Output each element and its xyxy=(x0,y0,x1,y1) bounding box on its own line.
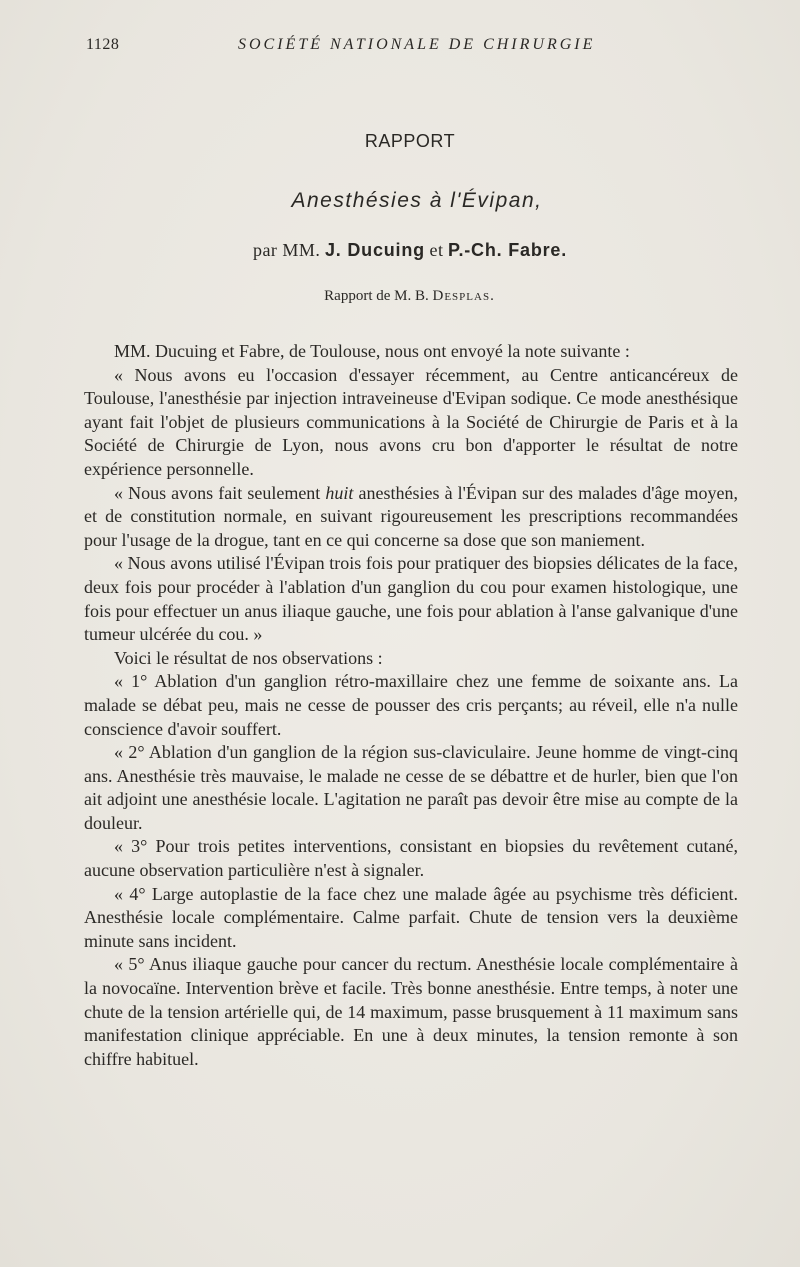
paragraph: « Nous avons utilisé l'Évipan trois fois pour pratiquer des biopsies délicates de la face, deux fois pour procéder à l'ablation d'un ganglion du cou pour examen histologique, une fois pour effectuer un anus iliaque gauche, une fois pour ablation à l'anse galvanique d'une tumeur ulcérée du cou. » xyxy=(84,553,738,645)
paragraph xyxy=(84,482,738,553)
section-title: RAPPORT xyxy=(364,131,456,151)
paragraph-text: « Nous avons fait seulement xyxy=(114,482,326,503)
paragraph: MM. Ducuing et Fabre, de Toulouse, nous ont envoyé la note suivante : xyxy=(114,341,630,361)
paragraph: « 2° Ablation d'un ganglion de la région sus-claviculaire. Jeune homme de vingt-cinq ans. Anesthésie très mauvaise, le malade ne cesse de se débattre et de hurler, bien que l'on ait adjoint une anesthésie locale. L'agitation ne paraît pas devoir être mise au compte de la douleur. xyxy=(84,742,738,833)
emphasis-text: huit xyxy=(325,482,354,503)
paragraph: « 5° Anus iliaque gauche pour cancer du rectum. Anesthésie locale complémentaire à la novocaïne. Intervention brève et facile. Très bonne anesthésie. Entre temps, à noter une chute de la tension artérielle qui, de 14 maximum, passe brusquement à 11 maximum sans manifestation clinique appréciable. En une à deux minutes, la tension remonte à son chiffre habituel. xyxy=(84,954,738,1069)
paragraph: Voici le résultat de nos observations : xyxy=(114,647,383,668)
paragraph-text: anesthésies à l'Évipan sur des malades d'âge moyen, et de constitution normale, en suivant rigoureusement les prescriptions recommandées pour l'usage de la drogue, tant en ce qui concerne sa dose que son maniement. xyxy=(84,482,738,550)
journal-title: SOCIÉTÉ NATIONALE DE CHIRURGIE xyxy=(238,36,596,53)
reporter-prefix: Rapport de M. B. xyxy=(324,288,429,304)
page-number: 1128 xyxy=(86,36,120,53)
reporter-suffix: . xyxy=(490,288,494,304)
author-name-1: J. Ducuing xyxy=(324,240,425,260)
reporter-line xyxy=(0,288,800,305)
author-conjunction: et xyxy=(429,240,444,260)
paragraph: « 1° Ablation d'un ganglion rétro-maxillaire chez une femme de soixante ans. La malade se débat peu, mais ne cesse de pousser des cris perçants; au réveil, elle n'a nulle conscience d'avoir souffert. xyxy=(84,671,738,739)
paragraph: « 4° Large autoplastie de la face chez une malade âgée au psychisme très déficient. Anesthésie locale complémentaire. Calme parfait. Chute de tension vers la deuxième minute sans incident. xyxy=(84,883,738,951)
running-header xyxy=(86,36,738,60)
reporter-name: Desplas xyxy=(432,288,491,304)
paragraph: « 3° Pour trois petites interventions, consistant en biopsies du revêtement cutané, aucune observation particulière n'est à signaler. xyxy=(84,836,738,881)
author-prefix: par MM. xyxy=(252,240,321,260)
author-line xyxy=(0,240,800,261)
article-title: Anesthésies à l'Évipan, xyxy=(291,189,543,212)
author-suffix: . xyxy=(561,240,568,260)
paragraph: « Nous avons eu l'occasion d'essayer récemment, au Centre anticancéreux de Toulouse, l'anesthésie par injection intraveineuse d'Evipan sodique. Ce mode anesthésique ayant fait l'objet de plusieurs communications à la Société de Chirurgie de Paris et à la Société de Chirurgie de Lyon, nous avons cru bon d'apporter le résultat de notre expérience personnelle. xyxy=(84,364,738,479)
article-body xyxy=(84,340,738,1071)
author-name-2: P.-Ch. Fabre xyxy=(447,240,562,260)
